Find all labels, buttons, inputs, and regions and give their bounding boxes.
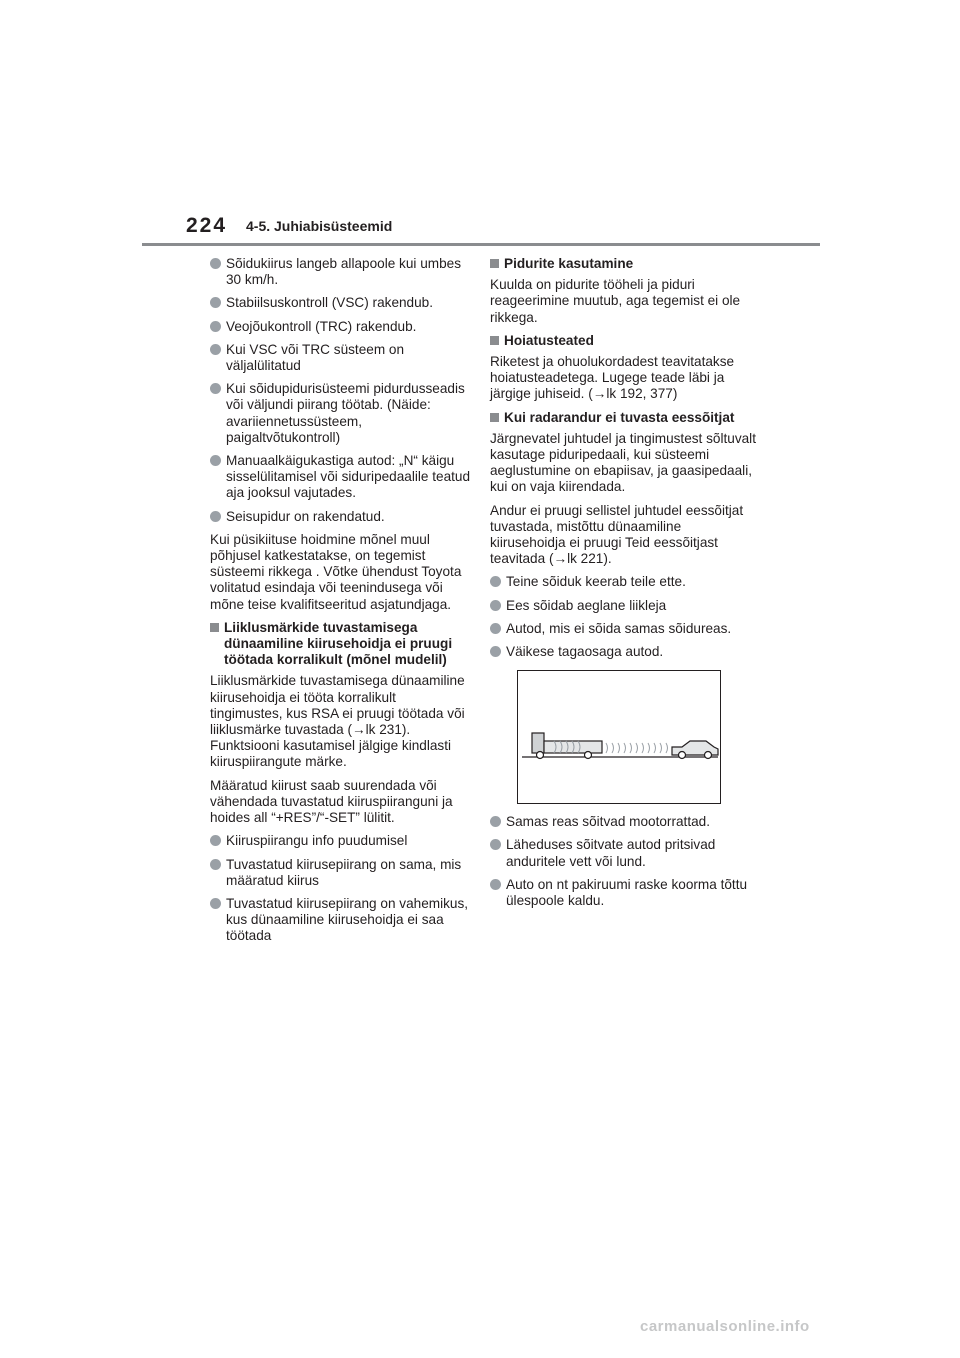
list-item: Auto on nt pakiruumi raske koorma tõttu ülespoole kaldu. [490, 877, 760, 909]
list-item: Ees sõidab aeglane liikleja [490, 598, 760, 614]
paragraph: Riketest ja ohuolukordadest teavitatakse hoiatusteadetega. Lugege teade läbi ja järgige juhiseid. (→lk 192, 377) [490, 354, 735, 402]
bullet-icon [490, 600, 501, 611]
square-bullet-icon [490, 336, 499, 345]
paragraph: Liiklusmärkide tuvastamisega dünaamiline kiirusehoidja ei tööta korralikult tingimustes, kus RSA ei pruugi töötada või liiklusmärke tuvastada (→lk 231). Funktsiooni kasutamisel jälgige kindlasti kiiruspiirangute märke. [210, 673, 465, 770]
bullet-icon [490, 816, 501, 827]
list-item: Väikese tagaosaga autod. [490, 644, 760, 660]
section-heading: Kui radarandur ei tuvasta eessõitjat [490, 410, 760, 426]
list-item: Seisupidur on rakendatud. [210, 509, 472, 525]
paragraph: Kui püsikiituse hoidmine mõnel muul põhjusel katkestatakse, on tegemist süsteemi rikkega . Võtke ühendust Toyota volitatud esindaja või teenindusega või mõne teise kvalifitseeritud asjatundjaga. [210, 531, 462, 612]
square-bullet-icon [490, 259, 499, 268]
bullet-icon [490, 879, 501, 890]
paragraph: Andur ei pruugi sellistel juhtudel eessõitjat tuvastada, mistõttu dünaamiline kiirusehoidja ei pruugi Teid eessõitjast teavitada (→lk 221). [490, 502, 744, 567]
section-heading: Hoiatusteated [490, 333, 760, 349]
page-header [0, 0, 960, 250]
bullet-icon [210, 859, 221, 870]
list-item: Stabiilsuskontroll (VSC) rakendub. [210, 295, 472, 311]
car-icon [672, 741, 718, 759]
list-item: Tuvastatud kiirusepiirang on sama, mis määratud kiirus [210, 857, 472, 889]
list-item: Sõidukiirus langeb allapoole kui umbes 30 km/h. [210, 256, 472, 288]
watermark-logo: carmanualsonline.info [640, 1318, 810, 1335]
bullet-icon [490, 623, 501, 634]
bullet-icon [490, 576, 501, 587]
paragraph: Kuulda on pidurite tööheli ja piduri reageerimine muutub, aga tegemist ei ole rikkega. [490, 277, 741, 325]
bullet-icon [210, 455, 221, 466]
left-column [210, 256, 472, 952]
truck-icon [532, 733, 602, 759]
list-item: Läheduses sõitvate autod pritsivad anduritele vett või lund. [490, 837, 760, 869]
square-bullet-icon [490, 413, 499, 422]
list-item: Kui VSC või TRC süsteem on väljalülitatud [210, 342, 472, 374]
bullet-icon [210, 321, 221, 332]
list-item: Veojõukontroll (TRC) rakendub. [210, 319, 472, 335]
section-heading: Pidurite kasutamine [490, 256, 760, 272]
paragraph: Järgnevatel juhtudel ja tingimustest sõltuvalt kasutage piduripedaali, kui süsteemi aeglustumine on ebapiisav, ja gaasipedaali, kui on vaja kiirendada. [490, 430, 756, 495]
list-item: Kiiruspiirangu info puudumisel [210, 833, 472, 849]
square-bullet-icon [210, 623, 219, 632]
list-item: Autod, mis ei sõida samas sõidureas. [490, 621, 760, 637]
bullet-icon [210, 383, 221, 394]
right-column [490, 256, 760, 916]
list-item: Samas reas sõitvad mootorrattad. [490, 814, 760, 830]
section-title: 4-5. Juhiabisüsteemid [246, 218, 393, 234]
paragraph: Määratud kiirust saab suurendada või vähendada tuvastatud kiiruspiiranguni ja hoides all “+RES”/“-SET” lülitit. [210, 777, 453, 826]
bullet-icon [210, 835, 221, 846]
list-item: Teine sõiduk keerab teile ette. [490, 574, 760, 590]
bullet-icon [210, 297, 221, 308]
bullet-icon [210, 898, 221, 909]
bullet-icon [210, 344, 221, 355]
list-item: Tuvastatud kiirusepiirang on vahemikus, kus dünaamiline kiirusehoidja ei saa töötada [210, 896, 472, 945]
section-heading: Liiklusmärkide tuvastamisega dünaamiline kiirusehoidja ei pruugi töötada korralikult (mõnel mudelil) [210, 620, 472, 669]
header-divider [142, 243, 820, 246]
radar-detection-diagram [518, 671, 722, 805]
list-item: Manuaalkäigukastiga autod: „N“ käigu sisselülitamisel või siduripedaalile teatud aja jooksul vajutades. [210, 453, 472, 502]
page-number: 224 [186, 214, 228, 237]
bullet-icon [210, 511, 221, 522]
bullet-icon [490, 646, 501, 657]
bullet-icon [490, 839, 501, 850]
truck-radar-illustration [517, 670, 721, 804]
bullet-icon [210, 258, 221, 269]
list-item: Kui sõidupidurisüsteemi pidurdusseadis või väljundi piirang töötab. (Näide: avariiennetussüsteem, paigaltvõtukontroll) [210, 381, 472, 446]
